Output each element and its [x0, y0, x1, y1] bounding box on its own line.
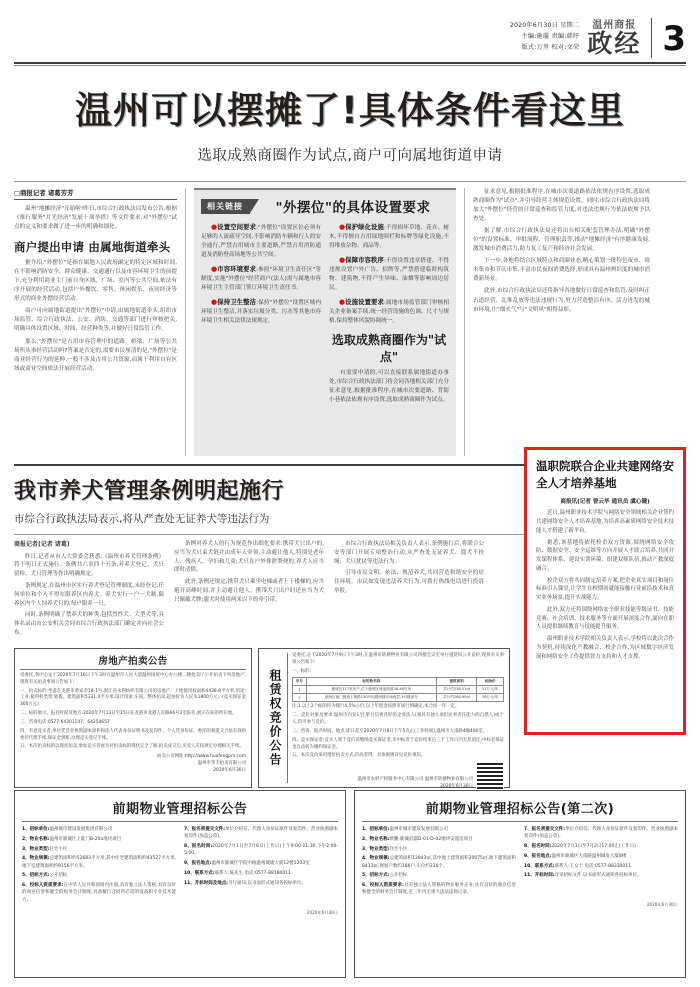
field-label: 8、报名时间: [524, 844, 552, 850]
paragraph: 据介绍,"外摆位"是指在属地人民政府确定的特定区域和时间,在不影响消防安全、群众健康、交通通行以及市容环境卫生的前提下,充分利用商业主门前自身区域、广场、室内等公共空间,依法有序开展的经营活动,包括户外餐饮、零售、休闲娱乐、夜间经济等形式的商业外摆经营活动。 [14, 260, 177, 303]
list-item [184, 860, 338, 867]
field-value: 温州市鹿城区上陡门B-20a地块项目 [49, 836, 122, 842]
lead-mid-subhead: 选取成熟商圈作为"试点" [331, 333, 447, 365]
lead-middle-column [186, 188, 464, 456]
field-value: 联系人:王女士 电话:0577-88330011 [554, 863, 632, 869]
list-item [362, 872, 516, 879]
paragraph: 受委托,定于2020年7月9日下午3时,在温州市转塘物业有限公司四楼会议室举行租赁权公开竞价,现将有关事项公告如下: [292, 653, 504, 665]
notices-row [14, 648, 510, 788]
paragraph: 昨日,记者从市人大常委会获悉,《温州市养犬管理条例》将于明日正式施行。条例共六章四十五条,对养犬登记、犬只留检、犬只管理等作出明确规定。 [14, 553, 164, 578]
bullet-head: 设施设置要求 [345, 299, 384, 307]
lease-date: 2020年6月30日 [440, 784, 473, 790]
list-item: ●设施设置要求:属地市场监管部门审核相关企业备案手续,统一经营设施的色调、尺寸与规格,保持整体风貌协调统一。 [329, 298, 449, 325]
paragraph: 征求意见,根据批准程序,在城市次要道路依法依规有序设置,选取成熟商圈作为"试点",并引导经营主体规范设置。同时,市综合行政执法局将加大"外摆位"经营的日常巡查和监管力度,对违法违规行为依法依规予以查处。 [473, 189, 650, 223]
field-label: 11、开标时间及地点: [184, 880, 229, 886]
field-label: 6、投标人资质要求: [22, 883, 64, 889]
lease-standing-table [292, 677, 504, 702]
field-value: 住宅小区 [389, 846, 408, 852]
table-header-cell: 序号 [293, 678, 307, 686]
paragraph: 此外,双方还将围绕网络安全职业技能等级证书、技能竞赛、社会培训、技术服务等方面开展深度合作,面向在职人员提供继续教育与技能提升服务。 [536, 606, 674, 631]
lease-notice-notes [292, 704, 504, 760]
list-item [184, 880, 338, 887]
masthead [14, 0, 686, 58]
field-value: 总建筑面积约52683平方米,其中住宅建筑面积约43527平方米,地下室建筑面积约9156平方米。 [22, 856, 176, 869]
bullet-dot-icon: ● [339, 298, 346, 307]
field-label: 4、物业规模: [22, 856, 50, 862]
field-value: 联系人:陈先生 电话:0577-88180011 [214, 870, 292, 876]
story2-column-2 [174, 540, 324, 641]
table-cell: 瓯海区南门街道上街路130号电梯房楼市场两层,3号楼部分 [306, 694, 436, 702]
auction-notice [14, 648, 252, 788]
bullet-text: "外摆位"设置区位必须有足够的人流疏导空间,不影响消防车辆和行人的安全通行,严禁占用城市主要道路,严禁占用消防通道及消防登高场地等公共空间。 [201, 225, 322, 259]
table-cell: 18万元/年 [477, 694, 504, 702]
auction-notice-body [20, 673, 246, 751]
lead-right-column [464, 188, 650, 456]
field-value: 温州城市建设发展集团有限公司 [49, 827, 113, 832]
bullet-head: 设置空间要求 [217, 224, 257, 231]
field-value: 温州市鹿城区学院中路温州城建大厦12楼1203室 [211, 861, 310, 867]
field-value: 2020年7月1日至7月6日(工作日)上午9:00-11:30,下午2:00-5:00。 [184, 844, 338, 857]
field-label: 6、投标人资质要求: [362, 883, 404, 889]
list-item: ●保持卫生整洁:保持"外摆位"设置区域内环境卫生整洁,并落实垃圾分类、污水等其他市容环境卫生相关法律法规规定。 [201, 298, 322, 325]
paragraph: 条例规定,在温州市区实行养犬登记管理制度,未经登记,任何单位和个人不得在限养区内养犬。养犬实行一户一犬制,限养区内个人饲养犬只的,每户限养一只。 [14, 582, 164, 607]
list-item [524, 863, 678, 870]
field-label: 3、物业类型: [362, 846, 390, 852]
paragraph: 下一步,各地将结合区域特点和商圈业态,精心策划一批特色夜市、周末集市和节庆市集,丰富市民夜间消费选择,形成具有温州辨识度的城市消费新场景。 [473, 258, 650, 283]
list-item [184, 870, 338, 877]
field-value: 具有独立法人资格的物业服务企业,具有良好的商业信誉和健全的财务会计制度,近三年内无重大违法违规记录。 [362, 883, 516, 896]
paragraph: 据了解,市综合行政执法局还将出台相关配套管理办法,明确"外摆位"的设置标准、审批流程、管理职责等,推动"地摊经济"有序健康发展,激发城市消费活力,助力复工复产和经济社会发展。 [473, 228, 650, 253]
list-item [22, 836, 176, 843]
bullet-dot-icon: ● [339, 223, 346, 231]
lease-notice-intro [292, 653, 504, 675]
lead-story [14, 188, 686, 456]
bullet-head: 市容环境要求 [217, 266, 257, 273]
lead-byline: □商报记者 诸葛芳芳 [14, 188, 177, 200]
lead-subheadline: 选取成熟商圈作为试点,商户可向属地街道申请 [197, 148, 503, 164]
paragraph: 五、本次拍卖标的以现状拍卖,参加竞买者视为对拍卖标的现状完全了解,拍卖成交后,买受人应按规定办理相关手续。 [20, 744, 244, 750]
field-label: 9、报名地点: [524, 853, 552, 859]
lease-notice-content [292, 653, 504, 790]
paragraph: 近日,温州职业技术学院与网络安全领域相关企业签约共建网络安全人才培养基地,为培养高素质网络安全技术技能人才搭建了新平台。 [536, 510, 674, 534]
field-value: 温州市城市建设发展有限公司 [389, 827, 448, 832]
bullet-dot-icon: ● [211, 223, 218, 231]
field-value: 总建筑面积12843㎡,其中地上建筑面积20075㎡,地下建筑面积8413㎡,规划户数约186户,车位约220个。 [362, 856, 516, 869]
table-header-cell: 标的物名称 [306, 678, 436, 686]
story2-subtitle: 市综合行政执法局表示,将从严查处无证养犬等违法行为 [14, 513, 270, 525]
lease-notice-signature [357, 776, 473, 790]
field-label: 11、开标时间: [524, 873, 555, 879]
field-value: 在中华人民共和国境内注册,具有独立法人资格;具有良好的商业信誉和健全的财务会计制度;具备履行合同所必需的设备和专业技术能力。 [22, 883, 176, 903]
lead-left-body [14, 259, 177, 374]
list-item [22, 846, 176, 853]
field-label: 5、招标方式: [22, 873, 50, 879]
paragraph: 四、有意竞买者,单位凭营业执照副本原件和法人代表身份证明书及复印件、个人凭身份证、委托的须提交合法有效的委托代理手续,保证金到账,办理竞买登记手续。 [20, 728, 246, 741]
tender-1-date: 2020年6月30日 [306, 909, 338, 915]
list-item: ●市容环境要求:参照"环境卫生责任区"等制度,实施"外摆位"经营商户(法人)需与属地市容环境卫生主管部门签订环境卫生责任书。 [201, 265, 322, 292]
paragraph: 此外,市综合行政执法局还将指导各地做好日常巡查和监管,及时纠正占道经营、乱堆乱放等违法违规行为,努力营造整洁有序、活力迸发的城市环境,让"烟火气"与"文明风"相得益彰。 [473, 288, 650, 313]
paragraph: 同时,条例明确了禁养犬的种类,包括烈性犬、大型犬等,具体名录由市公安机关会同市综合行政执法部门确定并向社会公布。 [14, 612, 164, 636]
field-label: 7、报名须提交文件: [184, 827, 226, 832]
story2-column-1 [14, 540, 164, 641]
tender-1-column-left [22, 826, 176, 907]
field-value: 单位介绍信、代理人身份证原件及复印件、营业执照副本复印件(加盖公章)。 [524, 827, 679, 840]
tender-1-column-right [184, 826, 338, 907]
paragraph: 三、咨询、报名时间、地点:即日起至2020年7月8日下午5点止(工作时间),温州市大南路4幢406室。 [292, 728, 488, 734]
related-link-tag: 相关链接 [201, 199, 250, 214]
list-item [184, 843, 338, 858]
table-header-cell: 起始价 [477, 678, 504, 686]
list-item [362, 882, 516, 897]
lead-left-intro [14, 205, 177, 232]
list-item [22, 826, 176, 833]
table-cell: 共计约238.51㎡ [436, 686, 477, 694]
field-label: 10、联系方式: [184, 870, 215, 876]
bullet-dot-icon: ● [211, 265, 218, 273]
field-label: 4、物业规模: [362, 856, 390, 862]
list-item [22, 882, 176, 904]
bullet-head: 保障市容秩序 [345, 257, 384, 265]
tender-notice-2 [354, 790, 686, 978]
redbox-byline: 商报讯(记者 曾云毕 通讯员 虞心键) [560, 499, 650, 506]
lease-notice-footer [292, 762, 504, 790]
masthead-rule [14, 62, 686, 64]
field-value: 另行通知,以书面形式通知各投标单位。 [228, 880, 306, 886]
related-link-column-left [201, 222, 321, 409]
table-cell: 2 [293, 694, 307, 702]
paragraph: 二、竞价对象及要求:温州市内登记注册且信誉良好的企业法人(须具有独立承担民事责任能力的自然人)或个人,均可参与竞价。 [292, 713, 504, 726]
related-link-column-right [329, 222, 449, 409]
list-item [524, 853, 678, 860]
tender-notice-2-title: 前期物业管理招标公告(第二次) [425, 802, 615, 817]
lead-left-subhead: 商户提出申请 由属地街道牵头 [14, 240, 171, 255]
bullet-head: 保护绿化设施 [345, 224, 384, 231]
paragraph: 三、咨询电话:0577-64301147、64254657 [20, 719, 110, 725]
paragraph: 校企双方将共同制定培养方案,把企业真实项目和岗位标准引入课堂,让学生在校期间就能接触行业前沿技术和真实业务场景,提升实战能力。 [536, 577, 674, 602]
paragraph: 温州"地摊经济"开始啦!昨日,市综合行政执法局发布公告,根据《推行服务"月光经济"发展十项举措》等文件要求,对"外摆位"试点的定义和要求做了进一步的明确和细化。 [14, 206, 177, 231]
list-item [22, 855, 176, 870]
list-item [524, 826, 678, 841]
related-link-header [201, 196, 449, 216]
paragraph: 商户可向属地街道提出"外摆位"申请,由属地街道牵头,组织市场监管、综合行政执法、公安、消防、交通等部门进行审核把关,明确具体设置区域、时间、经营种类等,并做好日常监管工作。 [14, 308, 177, 333]
list-item: ●保障市容秩序:不得设置违章搭建、不得违规设置户外广告、招牌等,严禁搭建临时构筑物、建筑物,不得产生异味、油烟等影响周边居民。 [329, 256, 449, 292]
masthead-brand-block [587, 16, 641, 58]
table-cell: 1 [293, 686, 307, 694]
field-label: 8、报名时间: [184, 844, 213, 850]
lease-bidding-notice [258, 648, 510, 788]
table-cell: 12万元/年 [477, 686, 504, 694]
paragraph: 二、标的展示、报名时间及地点:2020年7月13日至15日在龙港市龙港人民路66号2室报名,展示在标的所在地。 [20, 711, 237, 717]
list-item [524, 872, 678, 879]
editor-credit: 主编:施璇 责编:韩纾 [521, 33, 580, 41]
list-item [184, 826, 338, 841]
paragraph: 条例对养犬人的行为规范作出细化要求:携带犬只出户的,应当为犬只束犬链并由成年人牵领,主动避让他人,特别是老年人、残疾人、孕妇和儿童;犬只在户外排泄粪便的,养犬人应当即时清除。 [174, 541, 324, 574]
field-value: 详见招标文件,以书面形式通知各投标单位。 [554, 873, 642, 879]
field-label: 3、物业类型: [22, 846, 50, 852]
lease-companies: 温州市农村产权服务中心有限公司 温州市转塘物业有限公司 [357, 777, 473, 783]
paragraph: 那么,"外摆位"是占用市容管理中的道路、桥梁、广场等公共场所从事经营活动吗?答案是否定的,需要市民厘清的是,"外摆位"是商业经营行为的延伸,一般不涉及占用公共资源,而属于利用自有区域或商业空间依法开展经营活动。 [14, 338, 177, 372]
tender-2-columns [362, 826, 678, 899]
field-value: 住宅小区 [49, 846, 68, 852]
layout-credit: 版式:万里 校对:文荣 [521, 44, 580, 52]
field-label: 5、招标方式: [362, 873, 390, 879]
paragraph: 五、本次竞价采用增价拍卖方式,价高者得。具体规则详见竞价须知。 [292, 753, 426, 759]
table-header-row [293, 678, 504, 686]
paragraph: 据悉,该基地将依托校企双方资源,围绕网络安全攻防、数据安全、安全运维等方向开展人才联合培养,共同开发课程体系、建设实训环境、组建双师队伍,推动产教深度融合。 [536, 539, 674, 572]
field-value: 温州市鹿城区大南路温州城发大厦8楼 [551, 853, 627, 859]
paragraph: 引导市民文明、依法、规范养犬,共同营造和谐安全的居住环境。市民如发现违法养犬行为,可拨打热线电话进行投诉举报。 [334, 570, 484, 594]
paragraph: 四、竞买保证金:竞买人须于竞价前缴纳竞买保证金,未中标者于竞价结束后三个工作日内无息退还;中标者保证金自动转为履约保证金。 [292, 737, 504, 750]
bullet-text: 参照"环境卫生责任区"等制度,实施"外摆位"经营商户(法人)需与属地市容环境卫生主管部门签订环境卫生责任书。 [201, 267, 322, 292]
tender-1-columns [22, 826, 338, 907]
field-value: 2020年7月1日至7月2日17:00止(工作日) [551, 844, 636, 850]
auction-date: 2020年6月30日 [213, 768, 246, 774]
field-label: 7、报名须提交文件: [524, 827, 566, 832]
paragraph: 注:1.以上2个标的均为现行4.5%公价,以上年租金按照市场行情确定,本合同一年一定。 [292, 704, 460, 710]
field-label: 1、招标单位: [22, 827, 50, 832]
table-cell: 鹿城区117室房产,位于鹿城区莲池街道38-46号房 [306, 686, 436, 694]
related-link-title: "外摆位"的具体设置要求 [275, 200, 431, 216]
auction-website[interactable]: 拍卖公司网址:http://www.huafengpm.com [157, 754, 246, 760]
masthead-divider [651, 18, 652, 58]
paragraph: 一、拍卖标的:坐落在龙港市黄家岙18-1号,浙江省永利纺织有限公司的房地产。上地使用权面积4438.8平方米,用途:工业,使用权类型:划拨。建筑面积5331.4平方米,设计用途:车间。整体拍卖,起拍价为人民币1800万元。(竞买保证金300万元) [20, 688, 246, 708]
table-row [293, 694, 504, 702]
bullet-text: 不得损坏草地、花卉、树木,不得擅自占用绿地围栏和标牌等绿化设施,不得堆放杂物、商品等。 [329, 225, 449, 250]
list-item [524, 843, 678, 850]
highlighted-article-box [524, 447, 686, 735]
tender-notices-row [14, 790, 686, 978]
redbox-body [536, 509, 674, 661]
redbox-title: 温职院联合企业共建网络安全人才培养基地 [536, 459, 674, 490]
publication-name: 温州商报 [592, 19, 637, 31]
lead-headline-block [14, 66, 686, 169]
auction-notice-signature [20, 753, 246, 774]
story2-byline: 商报记者(记者 诸葛) [14, 541, 70, 548]
paragraph: 温州职业技术学院相关负责人表示,学校将以此次合作为契机,持续深化产教融合、校企合作,为区域数字经济发展和网络安全工作提供智力支持和人才支撑。 [536, 636, 674, 660]
auction-company: 温州市华丰拍卖有限公司 [197, 761, 246, 767]
tender-notice-1-title: 前期物业管理招标公告 [112, 802, 248, 817]
field-value: 欧鹏·鹿城府邸D-01-D-02地块安置房项目 [389, 836, 473, 842]
field-label: 2、物业名称: [362, 836, 390, 842]
story2-title: 我市养犬管理条例明起施行 [14, 479, 285, 504]
list-item [362, 846, 516, 853]
bullet-head: 保持卫生整洁 [217, 299, 257, 307]
bullet-text: 不得设置违章搭建、不得违规设置户外广告、招牌等,严禁搭建临时构筑物、建筑物,不得产生异味、油烟等影响周边居民。 [329, 258, 449, 292]
page-title: 温州可以摆摊了!具体条件看这里 [75, 89, 625, 132]
bullet-text: 属地市场监管部门审核相关企业备案手续,统一经营设施的色调、尺寸与规格,保持整体风貌协调统一。 [329, 300, 449, 325]
list-item [362, 826, 516, 833]
tender-2-column-right [524, 826, 678, 899]
bullet-dot-icon: ● [339, 256, 346, 265]
bullet-dot-icon: ● [211, 298, 218, 307]
table-header-cell: 建筑面积 [436, 678, 477, 686]
story2-column-3 [334, 540, 484, 641]
list-item [362, 836, 516, 843]
auction-notice-title: 房地产拍卖公告 [20, 653, 246, 670]
publication-date: 2020年6月30日 星期二 [509, 22, 580, 30]
table-row [293, 686, 504, 694]
field-label: 9、报名地点: [184, 861, 212, 867]
tender-rule [362, 821, 678, 822]
field-value: 单位介绍信、代理人身份证原件及复印件、营业执照副本复印件(加盖公章)。 [184, 827, 339, 840]
page-number: 3 [662, 19, 686, 59]
section-name: 政经 [587, 28, 642, 58]
tender-2-column-left [362, 826, 516, 899]
lease-notice-title: 租赁权竞价公告 [264, 653, 288, 783]
qr-code-icon[interactable] [476, 762, 504, 790]
lead-left-column [14, 188, 186, 456]
field-label: 2、物业名称: [22, 836, 50, 842]
related-link-columns [201, 222, 449, 409]
lead-right-body [473, 188, 650, 315]
headline-rule [14, 181, 686, 182]
table-cell: 共计约260.90㎡ [436, 694, 477, 702]
field-label: 10、联系方式: [524, 863, 555, 869]
list-item [362, 855, 516, 870]
tender-2-date: 2020年6月30日 [646, 902, 678, 908]
paragraph: 此外,条例还规定,携带犬只乘坐电梯或者上下楼梯的,应当避开高峰时间,并主动避让他人。携带犬只出户时还应当为犬只佩戴犬牌;遛犬时使用两米以下的牵引带。 [174, 579, 324, 603]
paragraph: 受委托,我中心定于2020年7月16日下午3时在温州市人民大道温州国贸中心办公楼二楼拍卖厅公开拍卖下列房地产,现将有关拍卖事项公告如下: [20, 673, 246, 685]
paragraph: 市综合行政执法局相关负责人表示,条例施行后,将联合公安等部门开展专项整治行动,从严查处无证养犬、遛犬不拴绳、犬只扰民等违法行为。 [334, 541, 484, 565]
list-item: ●保护绿化设施:不得损坏草地、花卉、树木,不得擅自占用绿地围栏和标牌等绿化设施,不得堆放杂物、商品等。 [329, 223, 449, 250]
bullet-text: 保持"外摆位"设置区域内环境卫生整洁,并落实垃圾分类、污水等其他市容环境卫生相关法律法规规定。 [201, 300, 322, 325]
lease-section-label: 一、标的: [292, 668, 312, 674]
tender-notice-1 [14, 790, 346, 978]
list-item: ●设置空间要求:"外摆位"设置区位必须有足够的人流疏导空间,不影响消防车辆和行人的安全通行,严禁占用城市主要道路,严禁占用消防通道及消防登高场地等公共空间。 [201, 223, 322, 259]
related-link-box [194, 188, 456, 456]
tender-rule [22, 821, 338, 822]
lead-mid-tail: 有需要申请的,可以直接联系属地街道办事处,市综合行政执法部门将会同各地相关部门充分征求意见,根据批准程序,在城市次要道路、背街小巷依法依规有序设置,选取成熟商圈作为试点。 [329, 370, 449, 403]
field-value: 公开招标 [389, 873, 408, 879]
list-item [22, 872, 176, 879]
field-label: 1、招标单位: [362, 827, 390, 832]
field-value: 公开招标 [49, 873, 68, 879]
masthead-meta [510, 21, 579, 58]
